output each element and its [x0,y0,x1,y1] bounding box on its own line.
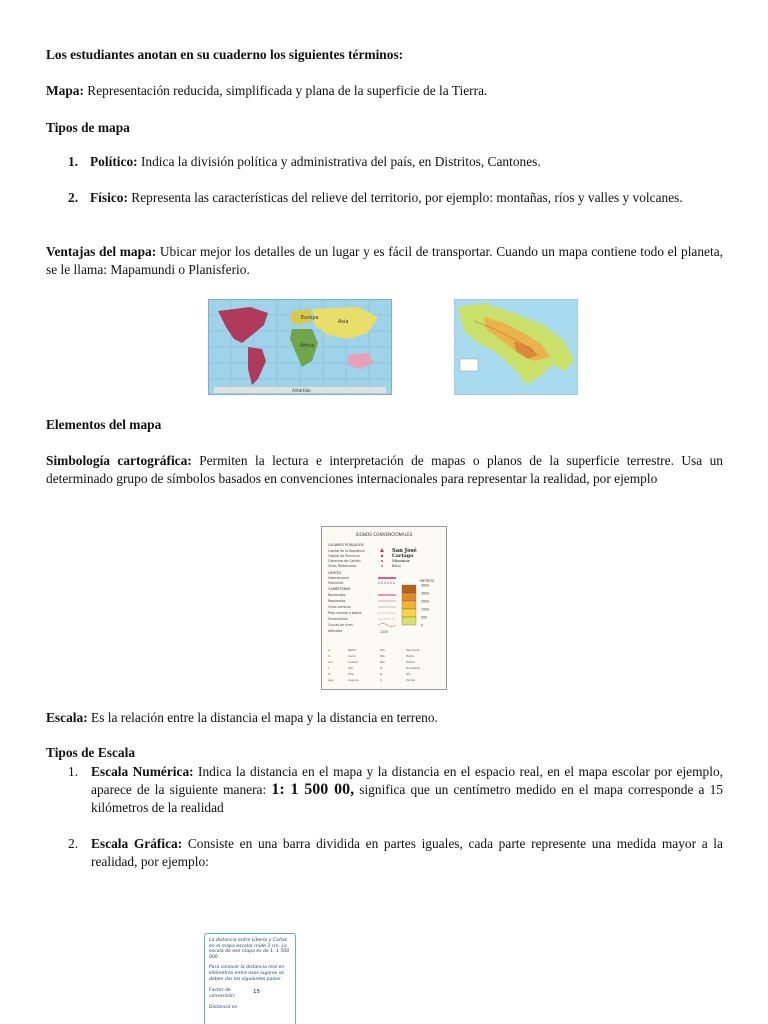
altitude-color-box [402,609,416,617]
altitude-tick-label: 4000 [421,583,430,588]
legend-place-row: Capital de la República [328,549,365,553]
svg-text:R.: R. [380,672,383,676]
svg-text:Lag.: Lag. [328,678,334,682]
mapa-definition: Mapa: Representación reducida, simplificada y plana de la superficie de la Tierra. [46,83,488,98]
province-capital-icon [381,555,383,557]
legend-road-row: Nacionales [328,593,346,597]
tipo-escala-item-2: 2. Escala Gráfica: Consiste en una barra dividida en partes iguales, cada parte represente una medida mayor a la realidad, por ejemplo: [68,836,723,869]
legend-limit-row: Provincial [328,581,344,585]
legend-roads-header: CARRETERAS [328,587,351,591]
svg-text:A.: A. [328,648,331,652]
world-map-image [208,299,392,395]
ventajas-paragraph: Ventajas del mapa: Ubicar mejor los detalles de un lugar y es fácil de transportar. Cuando un mapa contiene todo el planeta, se le llama: Mapamundi o Planisferio. [46,244,724,277]
altitude-color-box [402,593,416,601]
scale-example-para-1: La distancia entre Liberia y Cañas en el mapa escolar mide 3 cm. La escala de ese mapa es de 1: 1 500 000. [209,938,290,960]
altitude-color-box [402,617,416,625]
altitude-tick-label: 500 [421,615,428,620]
svg-text:Volcán: Volcán [406,678,416,682]
altitude-color-box [402,585,416,593]
factor-value: 15 [253,989,261,996]
svg-text:Isla: Isla [348,666,353,670]
legend-place-row: Cabecera de Cantón [328,559,361,563]
world-map-label-africa: África [300,343,315,349]
legend-image [321,526,447,690]
altitude-color-scale [402,584,429,628]
legend-places-header: LUGARES POBLADOS [328,543,364,547]
legend-road-row: Regionales [328,599,346,603]
svg-text:Puerto: Puerto [406,660,416,664]
svg-text:Q.: Q. [380,666,384,670]
scale-example-image [204,933,296,1024]
intro-heading: Los estudiantes anotan en su cuaderno los siguientes términos: [46,47,404,62]
legend-metros-label: METROS [420,579,435,583]
distance-label: Distancia en [209,1005,238,1011]
canton-capital-icon [381,560,383,562]
contour-line [378,624,396,627]
svg-text:Cerro: Cerro [348,654,356,658]
legend-place-name: Miramar [392,558,410,563]
svg-text:Península: Península [406,648,420,652]
altitude-tick-label: 2000 [421,599,430,604]
svg-text:Punta: Punta [406,654,414,658]
svg-text:C.: C. [328,654,331,658]
town-dot-icon [381,565,383,567]
elementos-heading: Elementos del mapa [46,417,162,432]
legend-limit-row: Internacional [328,576,349,580]
legend-limits-header: LÍMITES [328,571,342,575]
altitude-color-box [402,601,416,609]
svg-text:Cd.: Cd. [328,660,333,664]
tipos-mapa-heading: Tipos de mapa [46,120,130,135]
legend-road-row: Altitudes [328,629,343,633]
legend-road-row: Ferrocarriles [328,617,348,621]
legend-place-name: San José [392,548,417,554]
numeric-scale-value: 1: 1 500 00, [271,781,355,798]
scale-example-para-2: Para conocer la distancia real en kilómetros entre esos lugares se deben dar los siguientes pasos: [209,965,285,982]
svg-text:Quebrada: Quebrada [406,666,420,670]
capital-star-icon [380,548,384,552]
legend-road-row: Curvas de nivel [328,623,353,627]
factor-label: Factor de conversión: [209,988,236,999]
legend-road-row: Paso carreta o bestia [328,611,362,615]
svg-text:Ciudad: Ciudad [348,660,358,664]
legend-place-name: Esco [392,564,401,568]
svg-text:V.: V. [380,678,383,682]
altitude-value: 1230 [380,630,389,634]
tipo-mapa-item-1: 1. Político: Indica la división política y administrativa del país, en Distritos, Cantones. [68,154,541,169]
costa-rica-map-image [454,299,578,395]
legend-road-row: Otros caminos [328,605,351,609]
svg-text:I.: I. [328,666,330,670]
tipos-escala-heading: Tipos de Escala [46,745,136,760]
escala-definition: Escala: Es la relación entre la distancia el mapa y la distancia en terreno. [46,710,438,725]
world-map-label-europe: Europa [301,315,319,321]
svg-text:Bahía: Bahía [348,648,356,652]
altitude-tick-label: 3000 [421,591,430,596]
legend-place-row: Otras Poblaciones [328,564,357,568]
legend-place-name: Cartago [392,553,414,559]
svg-text:Pen.: Pen. [380,648,386,652]
world-map-label-asia: Asia [338,319,349,325]
world-map-label-antarctica: Antártida [292,388,311,393]
svg-text:Pto.: Pto. [380,660,386,664]
svg-text:H.: H. [328,672,331,676]
tipo-mapa-item-2: 2. Físico: Representa las características del relieve del territorio, por ejemplo: montañas, ríos y valles y volcanes. [68,190,683,205]
svg-text:Río: Río [406,672,411,676]
simbologia-paragraph: Simbología cartográfica: Permiten la lectura e interpretación de mapas o planos de la superficie terrestre. Usa un determinado grupo de símbolos basados en convenciones internacionales para representar la realidad, por ejemplo [46,453,724,486]
svg-text:Pta.: Pta. [380,654,386,658]
svg-text:Hda.: Hda. [348,672,355,676]
tipo-escala-item-1: 1. Escala Numérica: Indica la distancia en el mapa y la distancia en el espacio real, en el mapa escolar por ejemplo, aparece de la siguiente manera: 1: 1 500 00, significa que un centímetro medido en el mapa corresponde a 15 kilómetros de la realidad [68,764,724,815]
legend-place-row: Capital de Provincia [328,554,360,558]
legend-title: SIGNOS CONVENCIONALES [355,532,413,537]
svg-text:Laguna: Laguna [348,678,359,682]
altitude-tick-label: 1000 [421,607,430,612]
altitude-tick-label: 0 [421,623,424,628]
